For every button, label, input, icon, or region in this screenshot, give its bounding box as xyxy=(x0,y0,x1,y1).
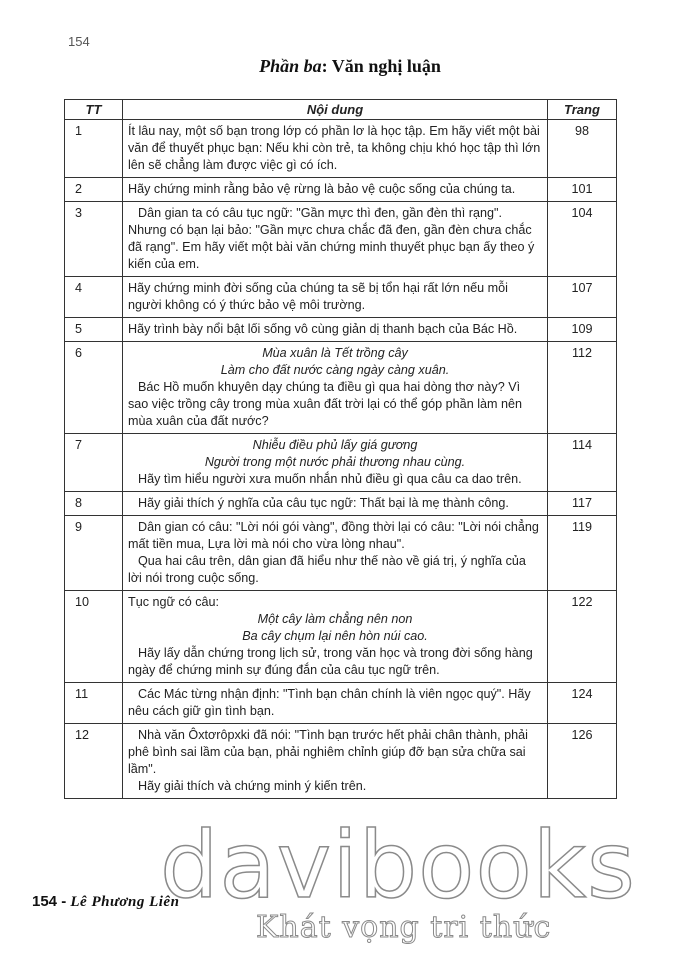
row-page: 112 xyxy=(548,342,617,434)
content-line: Bác Hồ muốn khuyên dạy chúng ta điều gì qua hai dòng thơ này? Vì sao việc trồng cây trong mùa xuân đất trời lại có thể góp phần làm nên mùa xuân của đất nước? xyxy=(128,380,522,428)
row-content xyxy=(123,120,548,178)
row-content xyxy=(123,516,548,591)
row-content xyxy=(123,591,548,683)
content-line: Hãy tìm hiểu người xưa muốn nhắn nhủ điều gì qua câu ca dao trên. xyxy=(138,472,522,486)
row-page: 109 xyxy=(548,318,617,342)
row-page: 117 xyxy=(548,492,617,516)
content-line: Hãy giải thích ý nghĩa của câu tục ngữ: Thất bại là mẹ thành công. xyxy=(138,496,509,510)
content-line: Người trong một nước phải thương nhau cùng. xyxy=(204,455,466,469)
content-line: Dân gian ta có câu tục ngữ: "Gần mực thì đen, gần đèn thì rạng". Nhưng có bạn lại bảo: "Gần mực chưa chắc đã đen, gần đèn chưa chắc đã rạng". Em hãy viết một bài văn chứng minh thuyết phục bạn ấy theo ý kiến của em. xyxy=(128,206,535,271)
row-page: 119 xyxy=(548,516,617,591)
row-number: 7 xyxy=(65,434,123,492)
table-row xyxy=(65,277,617,318)
row-content xyxy=(123,277,548,318)
table-row xyxy=(65,683,617,724)
table-row xyxy=(65,120,617,178)
row-page: 126 xyxy=(548,724,617,799)
page-footer: 154 - Lê Phương Liên xyxy=(32,893,180,910)
content-line: Hãy giải thích và chứng minh ý kiến trên. xyxy=(138,779,367,793)
row-number: 6 xyxy=(65,342,123,434)
row-number: 3 xyxy=(65,202,123,277)
content-line: Qua hai câu trên, dân gian đã hiểu như thế nào về giá trị, ý nghĩa của lời nói trong cuộc sống. xyxy=(128,554,526,585)
watermark-brand: davibooks xyxy=(160,812,636,919)
content-line: Tục ngữ có câu: xyxy=(128,595,220,609)
content-line: Làm cho đất nước càng ngày càng xuân. xyxy=(220,363,450,377)
header-page: Trang xyxy=(548,100,617,120)
row-page: 104 xyxy=(548,202,617,277)
row-number: 4 xyxy=(65,277,123,318)
row-page: 124 xyxy=(548,683,617,724)
row-content xyxy=(123,318,548,342)
content-line: Một cây làm chẳng nên non xyxy=(257,612,413,626)
row-number: 2 xyxy=(65,178,123,202)
content-line: Hãy chứng minh đời sống của chúng ta sẽ bị tổn hại rất lớn nếu mỗi người không có ý thức bảo vệ môi trường. xyxy=(128,281,508,312)
content-line: Dân gian có câu: "Lời nói gói vàng", đồng thời lại có câu: "Lời nói chẳng mất tiền mua, Lựa lời mà nói cho vừa lòng nhau". xyxy=(128,520,539,551)
row-page: 122 xyxy=(548,591,617,683)
section-heading xyxy=(0,56,700,77)
table-row xyxy=(65,516,617,591)
row-number: 8 xyxy=(65,492,123,516)
content-line: Hãy chứng minh rằng bảo vệ rừng là bảo vệ cuộc sống của chúng ta. xyxy=(128,182,516,196)
content-line: Các Mác từng nhận định: "Tình bạn chân chính là viên ngọc quý". Hãy nêu cách giữ gìn tình bạn. xyxy=(128,687,531,718)
content-line: Nhà văn Ôxtơrôpxki đã nói: "Tình bạn trước hết phải chân thành, phải phê bình sai lầm của bạn, phải nghiêm chỉnh giúp đỡ bạn sửa chữa sai lầm". xyxy=(128,728,528,776)
row-page: 101 xyxy=(548,178,617,202)
table-row xyxy=(65,591,617,683)
row-number: 5 xyxy=(65,318,123,342)
table-row xyxy=(65,318,617,342)
table-row xyxy=(65,178,617,202)
table-body xyxy=(65,120,617,799)
table-row xyxy=(65,342,617,434)
content-line: Hãy trình bày nổi bật lối sống vô cùng giản dị thanh bạch của Bác Hồ. xyxy=(128,322,518,336)
row-content xyxy=(123,683,548,724)
row-number: 10 xyxy=(65,591,123,683)
row-content xyxy=(123,492,548,516)
header-tt: TT xyxy=(65,100,123,120)
section-part: Phần ba xyxy=(259,56,322,76)
row-page: 98 xyxy=(548,120,617,178)
content-line: Mùa xuân là Tết trồng cây xyxy=(262,346,408,360)
row-content xyxy=(123,724,548,799)
table-row xyxy=(65,202,617,277)
watermark-slogan: Khát vọng tri thức xyxy=(256,910,552,945)
row-number: 11 xyxy=(65,683,123,724)
row-number: 9 xyxy=(65,516,123,591)
table-header-row xyxy=(65,100,617,120)
table-row xyxy=(65,724,617,799)
exercise-table xyxy=(64,99,617,799)
footer-page-number: 154 xyxy=(32,893,58,910)
row-number: 12 xyxy=(65,724,123,799)
row-content xyxy=(123,202,548,277)
content-line: Hãy lấy dẫn chứng trong lịch sử, trong văn học và trong đời sống hàng ngày để chứng minh sự đúng đắn của câu tục ngữ trên. xyxy=(128,646,533,677)
content-line: Ba cây chụm lại nên hòn núi cao. xyxy=(242,629,428,643)
content-line: Nhiễu điều phủ lấy giá gương xyxy=(252,438,418,452)
footer-author: Lê Phương Liên xyxy=(70,894,180,910)
table-row xyxy=(65,492,617,516)
content-line: Ít lâu nay, một số bạn trong lớp có phần lơ là học tập. Em hãy viết một bài văn để thuyết phục bạn: Nếu khi còn trẻ, ta không chịu khó học tập thì lớn lên sẽ chẳng làm được việc gì có ích. xyxy=(128,124,541,172)
row-number: 1 xyxy=(65,120,123,178)
row-content xyxy=(123,342,548,434)
row-page: 107 xyxy=(548,277,617,318)
row-content xyxy=(123,178,548,202)
row-page: 114 xyxy=(548,434,617,492)
row-content xyxy=(123,434,548,492)
table-row xyxy=(65,434,617,492)
section-subject: : Văn nghị luận xyxy=(321,56,441,76)
page-mark: 154 xyxy=(68,34,90,49)
header-content: Nội dung xyxy=(123,100,548,120)
